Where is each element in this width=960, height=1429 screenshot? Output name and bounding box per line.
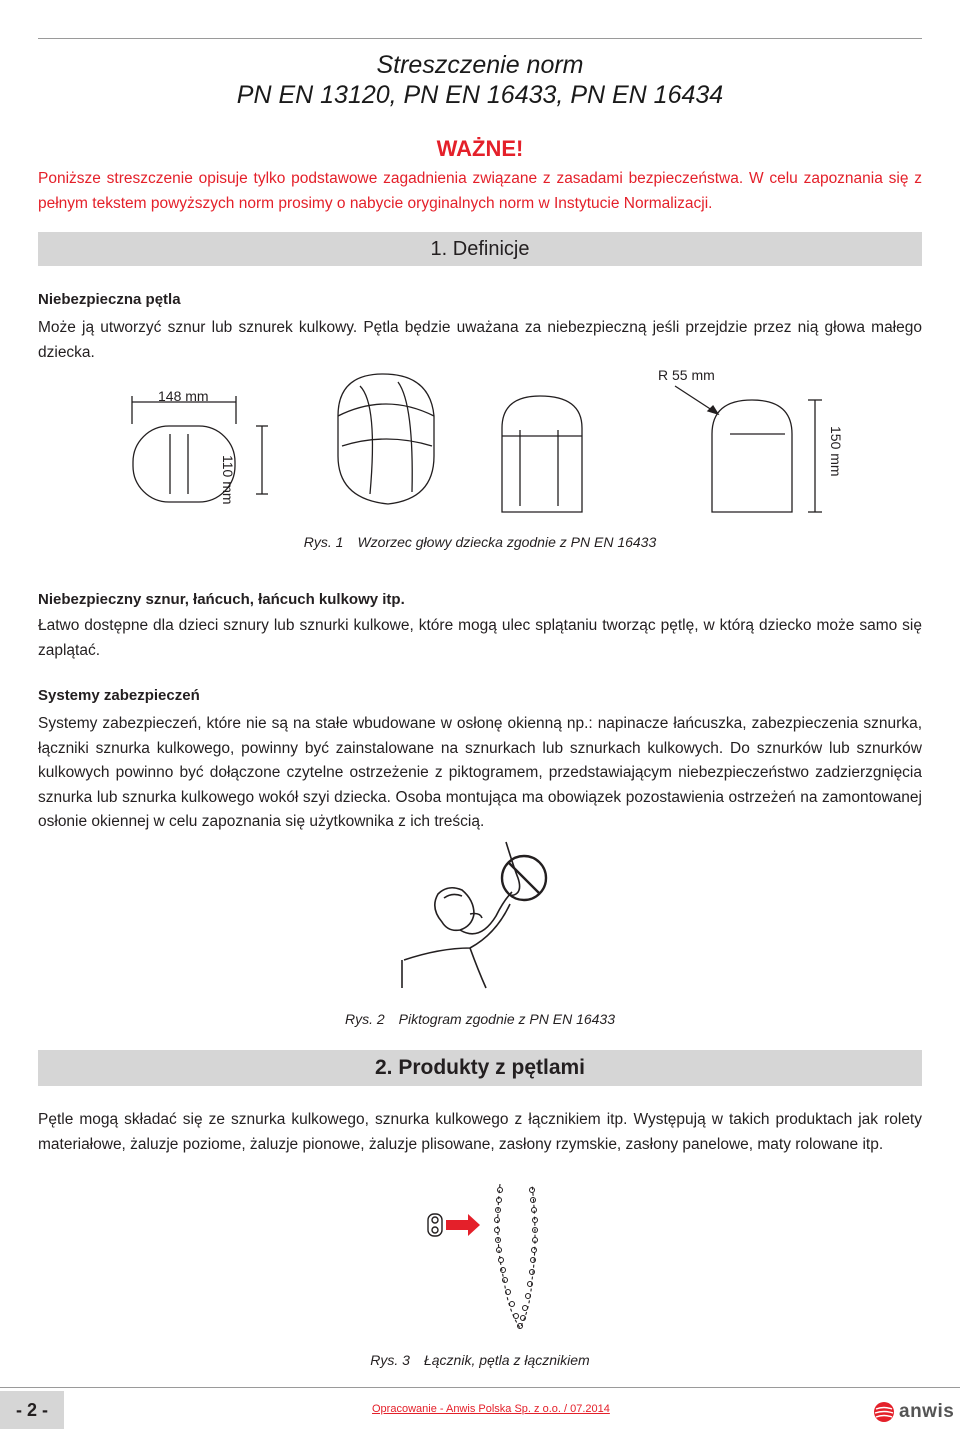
- important-heading: WAŻNE!: [436, 136, 524, 161]
- width-dimension-label: 148 mm: [158, 388, 209, 404]
- red-arrow-icon: [446, 1214, 480, 1236]
- loop-heading: Niebezpieczna pętla: [38, 291, 181, 308]
- page-number: - 2 -: [0, 1391, 64, 1429]
- safety-text: Systemy zabezpieczeń, które nie są na stałe wbudowane w osłonę okienną np.: napinacze łańcuszka, zabezpieczenia sznurka, łączniki sznurka kulkowego, powinny być zainstalowane na sznurkach lub sznurkach kulkowych. Do sznurków lub sznurków kulkowych powinno być dołączone czytelne ostrzeżenie z piktogramem, przedstawiającym niebezpieczeństwo zadzierzgnięcia sznurka lub sznurka kulkowego wokół szyi dziecka. Osoba montująca ma obowiązek pozostawienia ostrzeżeń na zamontowanej osłonie okiennej w celu zapoznania się użytkownika z ich treścią.: [38, 715, 922, 830]
- figure-3-caption-number: Rys. 3: [370, 1352, 410, 1368]
- side-view-shape: [712, 400, 792, 512]
- cord-warning-pictogram: [400, 838, 560, 998]
- loop-text: Może ją utworzyć sznur lub sznurek kulkowy. Pętla będzie uważana za niebezpieczną jeśli przejdzie przez nią głowa małego dziecka.: [38, 319, 922, 361]
- connector-icon: [428, 1214, 442, 1236]
- connector-loop-figure: [420, 1180, 560, 1350]
- title-line-1: Streszczenie norm: [376, 51, 584, 79]
- figure-3-caption: [0, 1352, 960, 1368]
- height-2-dimension-label: 150 mm: [828, 426, 844, 477]
- footer-divider: [0, 1387, 960, 1388]
- section-2-text: Pętle mogą składać się ze sznurka kulkowego, sznurka kulkowego z łącznikiem itp. Występują w takich produktach jak rolety materiałowe, żaluzje poziome, żaluzje pionowe, żaluzje plisowane, zasłony rzymskie, zasłony panelowe, maty rolowane itp.: [38, 1111, 922, 1153]
- section-2-title: 2. Produkty z pętlami: [38, 1050, 922, 1086]
- figure-1-caption-number: Rys. 1: [303, 534, 344, 550]
- figure-2-caption-text: Piktogram zgodnie z PN EN 16433: [398, 1011, 616, 1027]
- figure-1-caption-text: Wzorzec głowy dziecka zgodnie z PN EN 16433: [357, 534, 657, 550]
- page-title: [0, 50, 960, 110]
- section-1-title: 1. Definicje: [38, 232, 922, 266]
- footer-credit: Opracowanie - Anwis Polska Sp. z o.o. / 07.2014: [372, 1403, 610, 1415]
- radius-dimension-label: R 55 mm: [658, 367, 715, 383]
- figure-1-caption: [0, 534, 960, 550]
- figure-2-caption-number: Rys. 2: [344, 1011, 385, 1027]
- figure-2-caption: [0, 1011, 960, 1027]
- top-divider: [38, 38, 922, 39]
- ball-chain-loop: [498, 1184, 535, 1328]
- 3d-head-shape: [338, 374, 434, 504]
- height-dimension-label: 110 mm: [220, 455, 236, 505]
- cord-text: Łatwo dostępne dla dzieci sznury lub sznurki kulkowe, które mogą ulec splątaniu tworząc pętlę, w którą dziecko może samo się zaplątać.: [38, 617, 922, 659]
- anwis-logo: [872, 1400, 958, 1424]
- title-line-2: PN EN 13120, PN EN 16433, PN EN 16434: [236, 81, 724, 109]
- anwis-logo-text: anwis: [899, 1401, 955, 1422]
- important-notice: Poniższe streszczenie opisuje tylko podstawowe zagadnienia związane z zasadami bezpieczeństwa. W celu zapoznania się z pełnym tekstem powyższych norm prosimy o nabycie oryginalnych norm w Instytucie Normalizacji.: [38, 170, 922, 212]
- figure-3-caption-text: Łącznik, pętla z łącznikiem: [423, 1352, 590, 1368]
- cord-heading: Niebezpieczny sznur, łańcuch, łańcuch kulkowy itp.: [38, 591, 405, 608]
- front-view-shape: [502, 396, 582, 512]
- safety-heading: Systemy zabezpieczeń: [38, 687, 200, 704]
